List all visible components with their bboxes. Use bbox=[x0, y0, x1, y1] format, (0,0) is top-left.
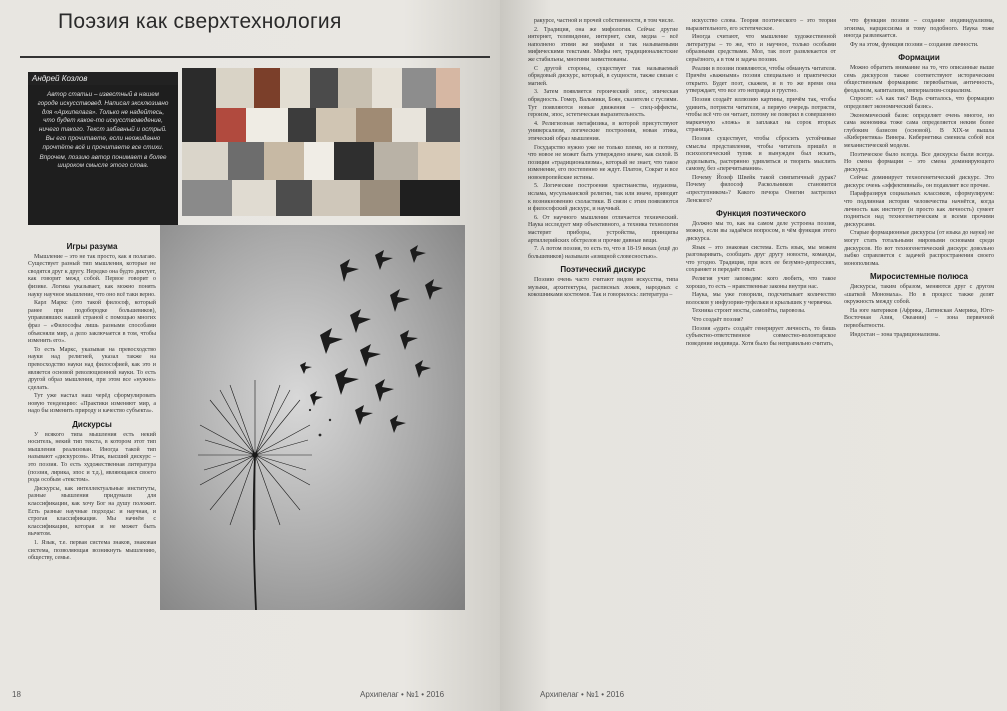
collage-image bbox=[182, 68, 460, 216]
paragraph: То есть Маркс, указывая на превосходство науки над религией, указал также на превосходство науки над философией, как это и является основой революционной науки. То есть другой образ мышления, при этом все «нужно» сделать. bbox=[28, 346, 156, 391]
right-page bbox=[500, 0, 1007, 711]
left-column bbox=[28, 238, 156, 683]
paragraph: Парафразируя социальных классиков, сформулируем: что подлинная история человечества начнётся, когда личность как институт (и просто как личность) сумеет подняться над техногенетическим и всеми прочими дискурсами. bbox=[844, 191, 994, 228]
paragraph: Поэзия «удит» создаёт генерирует личность, то бишь субъектно-ответственное совместно-волонтарское поведение индивида. Хотя было бы неправильно считать, bbox=[686, 325, 836, 347]
paragraph: Наука, мы уже говорили, подсчитывает количество волосков у инфузории-туфельки и крылышек у червячка. bbox=[686, 292, 836, 306]
paragraph: Что создаёт поэзия? bbox=[692, 316, 744, 323]
paragraph: 6. От научного мышления отличается технический. Наука исследует мир объективного, а техника технология мастерит приборы, устройства, принципы артиллерийских обстрелов и прочие дивные вещи. bbox=[528, 214, 678, 244]
section-heading: Игры разума bbox=[66, 242, 118, 251]
right-column-3 bbox=[844, 18, 994, 683]
paragraph: Тут уже настал наш черёд сформулировать новую тенденцию: «Практики изменяют мир, а надо бы изменить природу и качество субъекта». bbox=[28, 393, 156, 415]
right-column-1 bbox=[528, 18, 678, 683]
paragraph: Поэтическое было всегда. Все дискурсы были всегда. Но смена формации – это смена доминирующего дискурса. bbox=[844, 151, 994, 173]
paragraph: Мышление – это не так просто, как я полагаю. Существует разный тип мышления, которые не сводятся друг к другу. Нередко она будто диктует, как говорит межд собой. Первое говорит о физике. Логика указывает, как можно понять науку научное мышление, что оно всё таки верно. bbox=[28, 253, 156, 298]
paragraph: Поэзия создаёт иллюзию картины, причём так, чтобы удивить, потрясти читателя, а первую очередь потрясти, чтобы всё что он читает, потому не поверил в совершенно маркичную «ложь» и заплакал на сорок вторых страницах. bbox=[686, 96, 836, 134]
page-footer: Архипелаг • №1 • 2016 bbox=[540, 690, 625, 699]
paragraph: Государство нужно уже не только племя, но и потому, что новое не может быть утверждено иначе, как силой. В позиции «традиционализма», который не знает, что такое изменение, его постепенно не ждут. Платон, Сократ и все новоевропейские истины. bbox=[528, 144, 678, 181]
section-heading: Миросистемные полюса bbox=[870, 272, 968, 282]
paragraph: Должно мы то, как на самом деле устроена поэзия, можно, если вы задаёмся вопросом, в чём функция этого дискурса. bbox=[686, 220, 836, 243]
paragraph: ракурсе, частной и прочей собственности, в том числе. bbox=[534, 18, 675, 24]
paragraph: Старые формационные дискурсы (от языка до науки) не могут стать тотальными мировыми основами среди дискурсов. Но вот техногенетический дискурс довольно зыбко справляется с задачей распространения своего монополизма. bbox=[844, 230, 994, 267]
paragraph: 7. А потом поэзия, то есть то, что в 18-19 веках (ещё до большевиков) называли «изящной словесностью». bbox=[528, 246, 678, 260]
paragraph: Почему Йозеф Швейк такой симпатичный дурак? Почему философ Раскольников становится «преступником»? Какого печора Онегин застрелил Ленского? bbox=[686, 174, 836, 204]
section-heading: Дискурсы bbox=[72, 420, 112, 430]
paragraph: 4. Религиозная метафизика, в которой присутствуют универсализм, логические построения, новая этика, этический образ мышления. bbox=[528, 120, 678, 142]
paragraph: Реалии в поэзии появляются, чтобы обмануть читателя. Причём «важными» поэзия специально и практически открыто. Будет поэт, скажем, и в то же время она утверждает, что все это неправда и грустно. bbox=[686, 65, 836, 95]
page-footer: Архипелаг • №1 • 2016 bbox=[360, 690, 445, 699]
intro-box bbox=[28, 85, 178, 225]
paragraph: Поэзию очень часто считают видом искусства, типа музыки, архитектуры, расписных ложек, народных с кокошниками костюмов. Так и говорилось: литература – bbox=[528, 277, 678, 299]
page-number: 18 bbox=[12, 690, 21, 699]
paragraph: Сейчас доминирует техногенетический дискурс. Это дискурс очень «эффективный», он подавляет все прочие. bbox=[844, 175, 994, 189]
section-heading: Формации bbox=[898, 53, 940, 63]
paragraph: искусство слова. Теория поэтического – это теория выразительного, его эстетическое. bbox=[686, 18, 836, 32]
paragraph: Фу на этом, функция поэзии – создание личности. bbox=[850, 41, 979, 48]
paragraph: 2. Традиция, она же мифология. Сейчас другие интернет, телевидение, интернет, сми, медиа – всё наполнено этими же мифами и так называемыми мифическими текстами. Мифы нет, традиционалистские же стабильны, многими заимствованы. bbox=[528, 26, 678, 63]
paragraph: Поэзия существует, чтобы сбросить устойчивые смыслы представления, чтобы читатель пришёл в психологический тупик и вынужден был искать, доделывать, растерянно удивляться и творить мыслить самому, без «перечитывания». bbox=[686, 135, 836, 173]
paragraph: Дискурсы, таким образом, меняются друг с другом «шаткой Мономаха». Но в процесс также делят окружность между собой. bbox=[844, 284, 994, 306]
paragraph: Техника строит мосты, самолёты, паровозы. bbox=[692, 308, 806, 315]
paragraph: Язык – это знаковая система. Есть язык, мы можем разговаривать, сообщать друг другу новости, команды, что угодно. Традиция, при всех ее безумно-депрессиях, сохраняет и передаёт опыт. bbox=[686, 244, 836, 274]
paragraph: Можно обратить внимание на то, что описанные выше семь дискурсов также соответствуют историческим общественным формациям: первобытная, античность, феодализм, капитализм, империализм-социализм. bbox=[844, 64, 994, 94]
paragraph: 3. Затем появляется героический эпос, эпическая обрядность. Гомер, Вальмики, Боян, сказители с гуслями. Тут появляются новые движения – спец-эффекты, героизм, эпос, эстетическая выразительность. bbox=[528, 89, 678, 119]
paragraph: Дискурсы, как интеллектуальные институты, разные мышления придумали для классификации, как хочу Бог на душу положит. Есть разные научные подходы: и научная, и строгая классификация. Мы начнём с классификации, которая и не может быть вычетом. bbox=[28, 485, 156, 538]
article-title: Поэзия как сверхтехнология bbox=[58, 10, 342, 33]
section-heading: Функция поэтического bbox=[716, 209, 806, 219]
paragraph: Иногда считают, что мышление художественной литературы – то же, что и научное, только особыми образными средствами. Мол, так поэт развлекается от серьёзного, а в том и задача поэзии. bbox=[686, 34, 836, 63]
author-name: Андрей Козлов bbox=[28, 72, 178, 85]
paragraph: Религия учит заповедям: кого любить, что такое хорошо, то есть – нравственные законы внутри нас. bbox=[686, 276, 836, 290]
section-heading: Поэтический дискурс bbox=[560, 265, 646, 275]
paragraph: что функция поэзии – создание индивидуализма, эгоизма, нарциссизма и тому подобного. Наука тоже иногда развлекается. bbox=[844, 18, 994, 40]
paragraph: Спросят: «А как так? Ведь считалось, что формацию определяет экономический базис». bbox=[844, 96, 994, 110]
intro-paragraph: Впрочем, поэзию автор понимает в более широком смысле этого слова. bbox=[39, 153, 167, 170]
title-rule bbox=[20, 56, 490, 58]
intro-paragraph: Автор статьи – известный в нашем городе искусствовед. Написал эксклюзивно для «Архипелага». Только не надейтесь, что будет какое-то искусствоведение, ничего такого. Текст забавный и острый. Вы его прочитаете, если неожиданно прочтёте всё и прочитаете все стихи. bbox=[37, 91, 169, 151]
paragraph: На юге материков (Африка, Латинская Америка, Юго-Восточная Азия, Океания) – зона первичной первобытности. bbox=[844, 307, 994, 329]
paragraph: Экономический базис определяет очень многое, но сама экономика тоже сама определяется неким более глубоким базисом (основой). В XIX-м вышла «Кибернетика» Винера. Кибернетика сменила собой вся механистической модели. bbox=[844, 112, 994, 149]
paragraph: 5. Логические построения христианства, иудаизма, ислама, мусульманской религии, так или иначе, приводят к возникновению схоластики. В связи с этим появляются и философский дискурс, и научный. bbox=[528, 183, 678, 213]
paragraph: 1. Язык, т.е. первая система знаков, знаковая система, позволяющая возникнуть мышлению, обществу, семье. bbox=[28, 539, 156, 562]
paragraph: Карл Маркс (это такой философ, который ранее при подобородке большевиков), управлявших нашей страной с помощью многих фраз – «Философы лишь разными способами объясняли мир, а дело заключается в том, чтобы изменить его». bbox=[28, 300, 156, 345]
paragraph: С другой стороны, существует так называемый обрядовый дискурс, который, в сущности, также связан с магией. bbox=[528, 65, 678, 87]
paragraph: У всякого типа мышления есть некий носитель, некий тип текста, в котором этот тип мышления реализован. Иногда такой тип называют «дискурсом». Итак, высший дискурс – это поэзия. То есть художественная литература (поэзия, лирика, эпос и т.д.), являющаяся своего рода особым «текстом». bbox=[28, 431, 156, 484]
dandelion-birds-photo bbox=[160, 225, 465, 610]
paragraph: Индостан – зона традиционализма. bbox=[850, 331, 941, 338]
right-column-2 bbox=[686, 18, 836, 683]
